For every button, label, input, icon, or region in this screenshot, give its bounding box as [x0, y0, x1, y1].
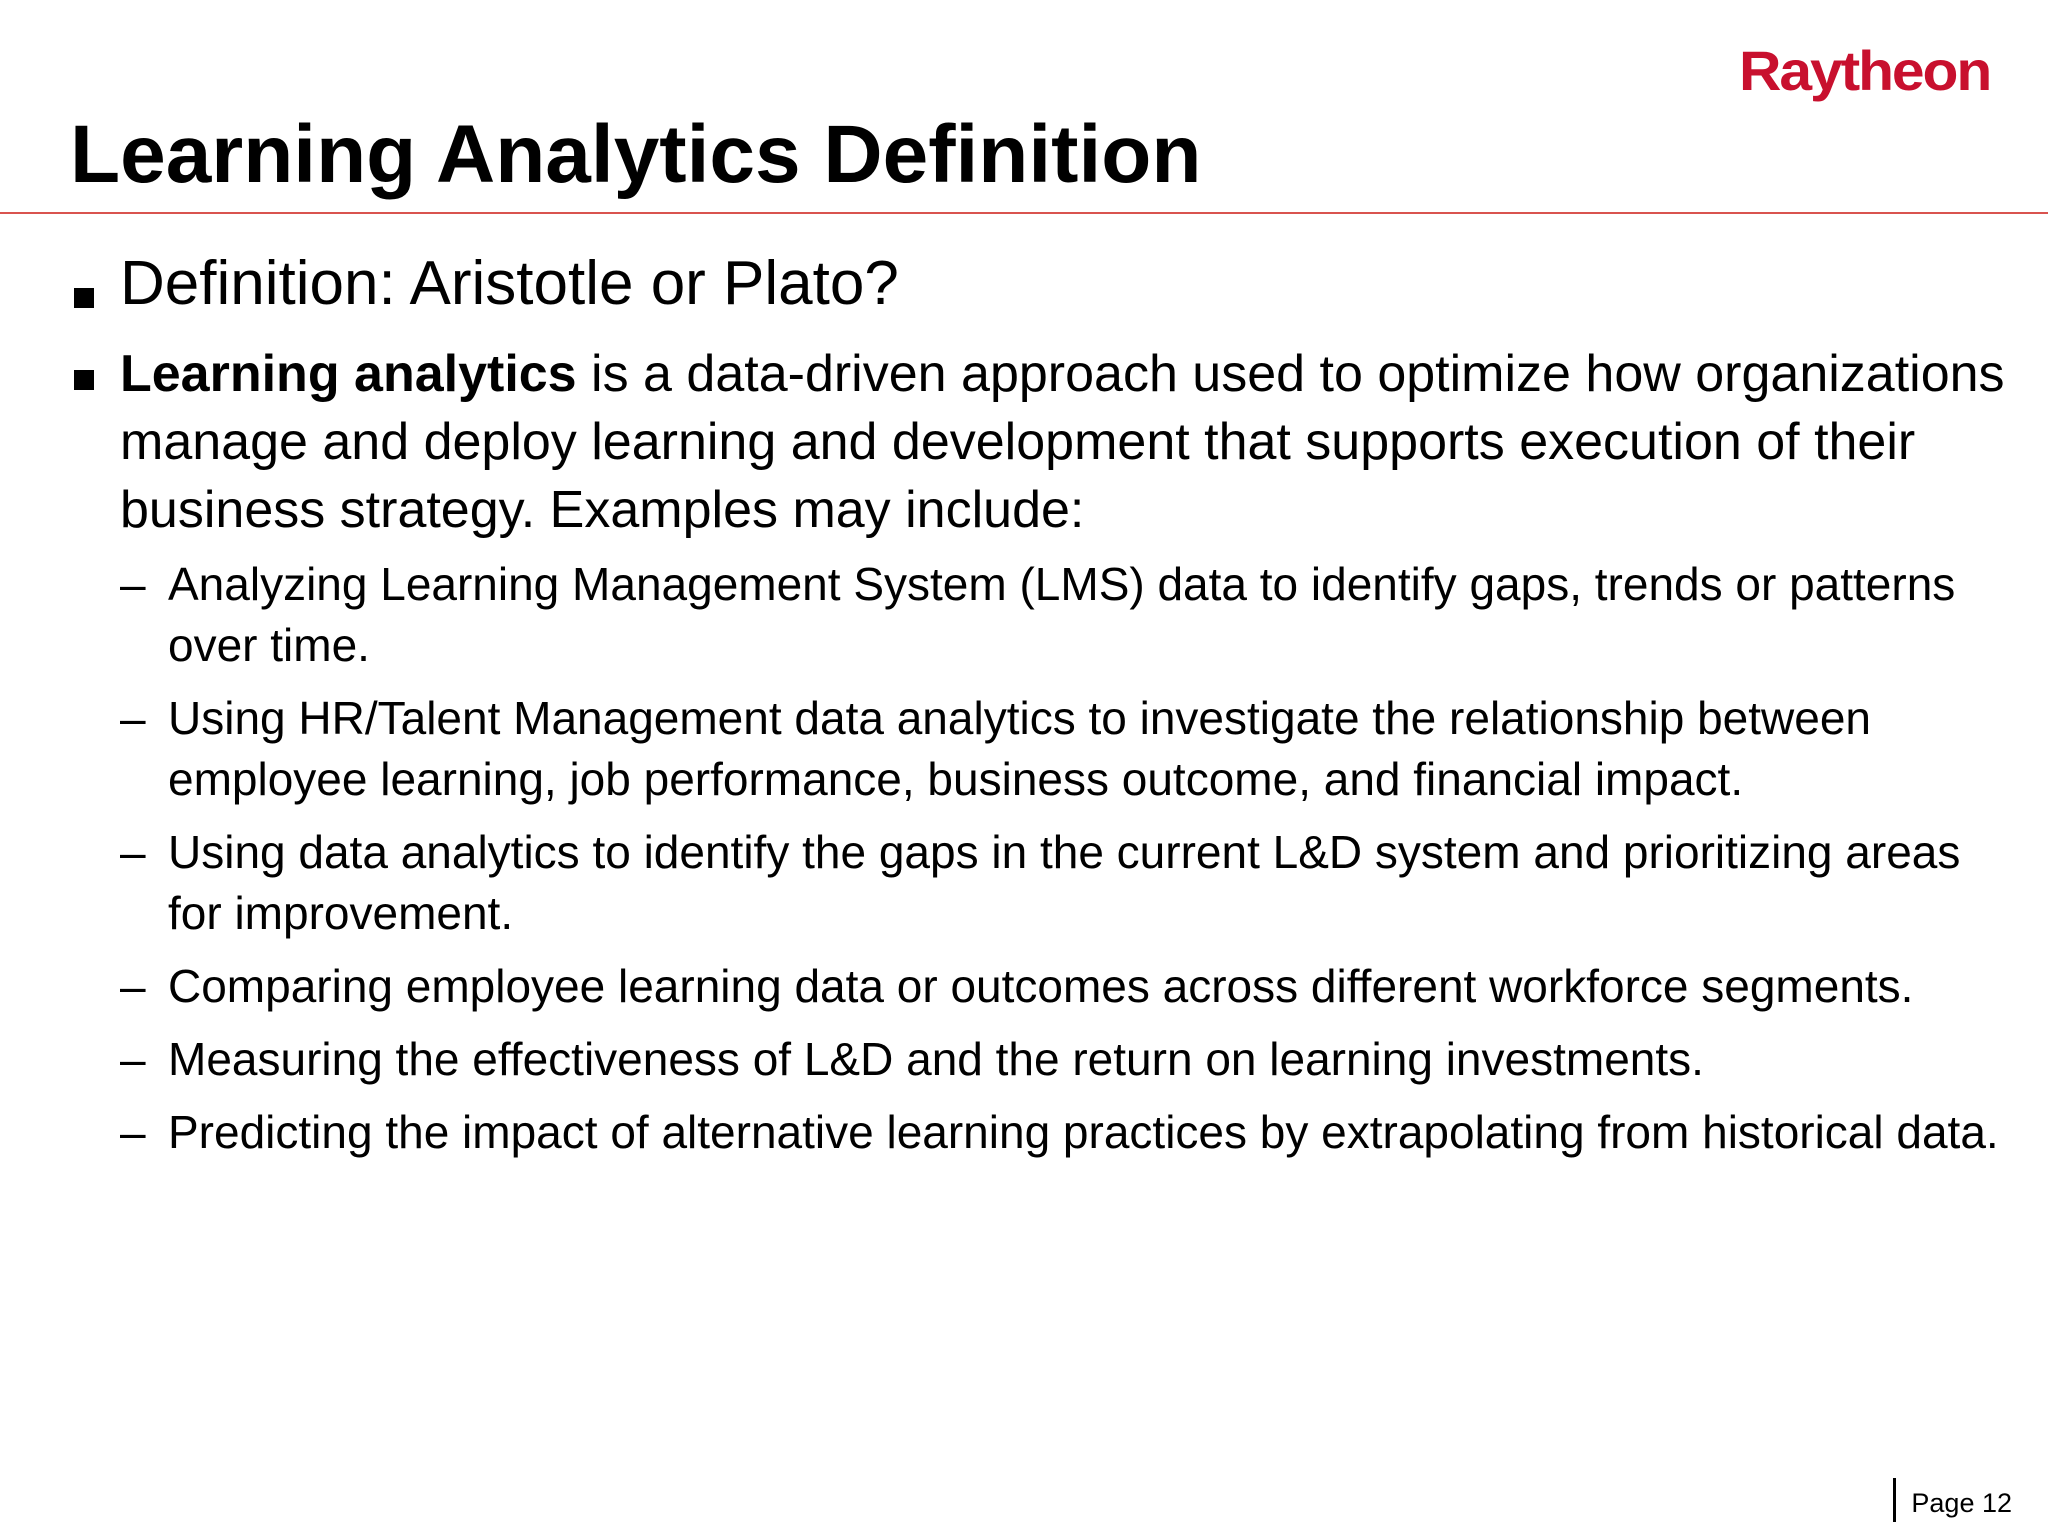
- raytheon-logo: Raytheon: [1738, 39, 1990, 102]
- list-item-text: Using HR/Talent Management data analytics to investigate the relationship between employee learning, job performance, business outcome, and financial impact.: [168, 692, 1871, 805]
- list-item: [70, 822, 2010, 944]
- examples-list: [70, 554, 2010, 1163]
- bullet-learning-analytics: [70, 340, 2010, 544]
- page-label: Page 12: [1911, 1488, 2012, 1518]
- list-item: [70, 1102, 2010, 1163]
- title-divider: [0, 212, 2048, 214]
- bullet-bold-term: Learning analytics: [120, 345, 577, 403]
- list-item-text: Measuring the effectiveness of L&D and the return on learning investments.: [168, 1033, 1704, 1085]
- dash-icon: –: [120, 960, 146, 1012]
- list-item: [70, 1029, 2010, 1090]
- dash-icon: –: [120, 826, 146, 878]
- bullet-definition: [70, 250, 2010, 318]
- list-item: [70, 554, 2010, 676]
- bullet-text: is a data-driven approach used to optimize how organizations manage and deploy learning and development that supports execution of their business strategy. Examples may include:: [120, 345, 2005, 539]
- list-item: [70, 688, 2010, 810]
- list-item-text: Using data analytics to identify the gaps in the current L&D system and prioritizing areas for improvement.: [168, 826, 1961, 939]
- square-bullet-icon: [74, 288, 94, 308]
- list-item-text: Comparing employee learning data or outcomes across different workforce segments.: [168, 960, 1914, 1012]
- list-item: [70, 956, 2010, 1017]
- list-item-text: Analyzing Learning Management System (LMS) data to identify gaps, trends or patterns over time.: [168, 558, 1956, 671]
- page-number: [1911, 1488, 2012, 1518]
- dash-icon: –: [120, 1106, 146, 1158]
- bullet-text: Definition: Aristotle or Plato?: [120, 249, 899, 318]
- slide-body: [70, 250, 2010, 1175]
- list-item-text: Predicting the impact of alternative learning practices by extrapolating from historical data.: [168, 1106, 1999, 1158]
- dash-icon: –: [120, 558, 146, 610]
- dash-icon: –: [120, 692, 146, 744]
- dash-icon: –: [120, 1033, 146, 1085]
- square-bullet-icon: [74, 370, 94, 390]
- footer-divider: [1893, 1478, 1896, 1522]
- page-title: Learning Analytics Definition: [70, 109, 1202, 200]
